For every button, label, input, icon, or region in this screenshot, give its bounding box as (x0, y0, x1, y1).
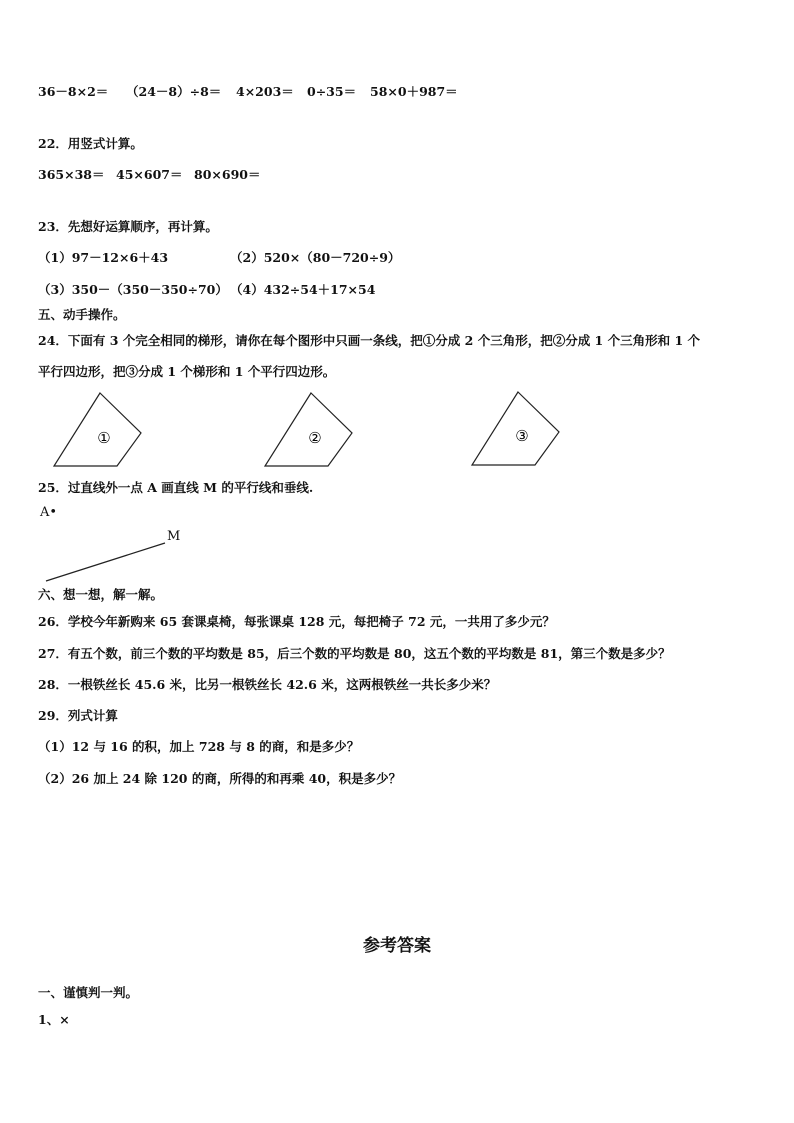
q27: 27．有五个数，前三个数的平均数是 85，后三个数的平均数是 80，这五个数的平均数是 81，第三个数是多少？ (38, 646, 671, 661)
trapezoid-3-label: ③ (515, 427, 529, 445)
answers-title: 参考答案 (363, 936, 431, 956)
section-5-heading: 五、动手操作。 (38, 307, 126, 322)
point-a-label: A• (40, 505, 58, 520)
q29-item-1: （1）12 与 16 的积，加上 728 与 8 的商，和是多少？ (38, 739, 360, 754)
calc-3: 4×203＝ (236, 84, 294, 99)
q23-label: 23．先想好运算顺序，再计算。 (38, 219, 218, 234)
q29-label: 29．列式计算 (38, 708, 118, 723)
q26: 26．学校今年新购来 65 套课桌椅，每张课桌 128 元，每把椅子 72 元，一共用了多少元？ (38, 614, 555, 629)
q28: 28．一根铁丝长 45.6 米，比另一根铁丝长 42.6 米，这两根铁丝一共长多少米？ (38, 677, 497, 692)
line-m-label: M (167, 529, 181, 544)
calc-2: （24－8）÷8＝ (126, 84, 222, 99)
trapezoid-1-label: ① (97, 429, 111, 447)
trapezoid-2-label: ② (308, 429, 322, 447)
calc-5: 58×0＋987＝ (370, 84, 458, 99)
q25-label: 25．过直线外一点 A 画直线 M 的平行线和垂线. (38, 480, 314, 495)
calc-1: 36－8×2＝ (38, 84, 109, 99)
answer-1: 1、× (38, 1012, 70, 1027)
q23-item-2: （2）520×（80－720÷9） (230, 250, 401, 265)
q22-item-3: 80×690＝ (194, 167, 261, 182)
q22-item-2: 45×607＝ (116, 167, 183, 182)
answers-section-1: 一、谨慎判一判。 (38, 985, 139, 1000)
q22-item-1: 365×38＝ (38, 167, 105, 182)
q29-item-2: （2）26 加上 24 除 120 的商，所得的和再乘 40，积是多少？ (38, 771, 402, 786)
q23-item-4: （4）432÷54＋17×54 (230, 282, 376, 297)
q24-line-2: 平行四边形，把③分成 1 个梯形和 1 个平行四边形。 (38, 364, 336, 379)
section-6-heading: 六、想一想，解一解。 (38, 587, 164, 602)
q24-line-1: 24．下面有 3 个完全相同的梯形，请你在每个图形中只画一条线，把①分成 2 个三角形，把②分成 1 个三角形和 1 个 (38, 333, 701, 348)
q23-item-1: （1）97－12×6＋43 (38, 250, 169, 265)
calc-4: 0÷35＝ (307, 84, 357, 99)
q23-item-3: （3）350－（350－350÷70） (38, 282, 228, 297)
q22-label: 22．用竖式计算。 (38, 136, 143, 151)
